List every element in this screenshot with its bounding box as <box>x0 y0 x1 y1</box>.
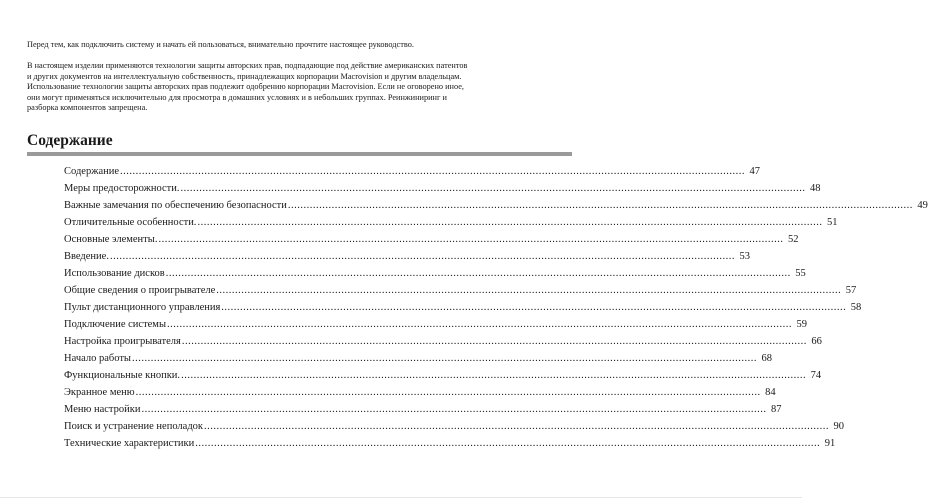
toc-leader-dots: ........................................................................................................................................................................................................ <box>181 370 807 381</box>
toc-entry-label: Настройка проигрывателя <box>64 336 181 347</box>
copyright-paragraph <box>27 61 587 114</box>
toc-entry-page: 53 <box>739 251 750 262</box>
toc-entry-onscreen-menu[interactable] <box>64 384 776 401</box>
toc-entry-specifications[interactable] <box>64 435 836 452</box>
page-bottom-divider <box>0 497 802 498</box>
paragraph-line: В настоящем изделии применяются технологии защиты авторских прав, подпадающие под действие американских патентов <box>27 61 468 70</box>
toc-leader-dots: ........................................................................................................................................................................................................ <box>165 268 791 279</box>
toc-entry-page: 51 <box>826 217 838 228</box>
toc-leader-dots: ........................................................................................................................................................................................................ <box>197 217 823 228</box>
toc-entry-features[interactable] <box>64 214 838 231</box>
toc-entry-safety-notes[interactable] <box>64 197 928 214</box>
toc-entry-main-elements[interactable] <box>64 231 799 248</box>
toc-entry-label: Функциональные кнопки. <box>64 370 181 381</box>
toc-entry-label: Экранное меню <box>64 387 135 398</box>
toc-entry-getting-started[interactable] <box>64 350 772 367</box>
toc-entry-page: 68 <box>761 353 772 364</box>
toc-leader-dots: ........................................................................................................................................................................................................ <box>181 336 807 347</box>
toc-entry-label: Меню настройки <box>64 404 141 415</box>
paragraph-line: и других документов на интеллектуальную собственность, принадлежащих корпорации Macrovision и другим владельцам. <box>27 71 462 81</box>
toc-leader-dots: ........................................................................................................................................................................................................ <box>287 200 913 211</box>
toc-entry-using-discs[interactable] <box>64 265 806 282</box>
toc-entry-label: Содержание <box>64 166 120 177</box>
toc-entry-page: 48 <box>810 183 821 194</box>
toc-entry-label: Использование дисков <box>64 268 165 279</box>
toc-entry-page: 58 <box>850 302 862 313</box>
paragraph-line: они могут применяться исключительно для просмотра в домашних условиях и в небольших группах. Реинжиниринг и <box>27 92 447 102</box>
toc-entry-page: 66 <box>811 336 822 347</box>
toc-leader-dots: ........................................................................................................................................................................................................ <box>195 438 821 449</box>
toc-entry-page: 84 <box>765 387 776 398</box>
paragraph-line: Использование технологии защиты авторских прав подлежит одобрению корпорации Macrovision. Если не оговорено иное, <box>27 82 465 91</box>
toc-entry-introduction[interactable] <box>64 248 750 265</box>
toc-entry-label: Технические характеристики <box>64 438 195 449</box>
toc-entry-page: 57 <box>845 285 857 296</box>
toc-leader-dots: ........................................................................................................................................................................................................ <box>120 166 746 177</box>
toc-leader-dots: ........................................................................................................................................................................................................ <box>109 251 735 262</box>
toc-leader-dots: ........................................................................................................................................................................................................ <box>158 234 784 245</box>
toc-entry-label: Введение. <box>64 251 109 262</box>
toc-entry-system-connection[interactable] <box>64 316 808 333</box>
toc-entry-label: Основные элементы. <box>64 234 158 245</box>
toc-entry-label: Подключение системы <box>64 319 167 330</box>
toc-heading: Содержание <box>27 132 113 149</box>
toc-entry-page: 90 <box>833 421 845 432</box>
toc-entry-label: Поиск и устранение неполадок <box>64 421 204 432</box>
toc-entry-settings-menu[interactable] <box>64 401 782 418</box>
toc-entry-page: 59 <box>796 319 808 330</box>
toc-entry-label: Начало работы <box>64 353 131 364</box>
toc-leader-dots: ........................................................................................................................................................................................................ <box>180 183 806 194</box>
toc-leader-dots: ........................................................................................................................................................................................................ <box>167 319 793 330</box>
toc-entry-function-buttons[interactable] <box>64 367 822 384</box>
toc-entry-player-overview[interactable] <box>64 282 857 299</box>
toc-entry-precautions[interactable] <box>64 180 821 197</box>
toc-leader-dots: ........................................................................................................................................................................................................ <box>216 285 842 296</box>
toc-entry-page: 47 <box>749 166 761 177</box>
toc-leader-dots: ........................................................................................................................................................................................................ <box>141 404 767 415</box>
toc-leader-dots: ........................................................................................................................................................................................................ <box>135 387 761 398</box>
toc-entry-page: 74 <box>810 370 822 381</box>
toc-leader-dots: ........................................................................................................................................................................................................ <box>204 421 830 432</box>
toc-entry-remote-control[interactable] <box>64 299 862 316</box>
toc-entry-label: Отличительные особенности. <box>64 217 197 228</box>
toc-entry-player-setup[interactable] <box>64 333 822 350</box>
toc-entry-label: Пульт дистанционного управления <box>64 302 221 313</box>
toc-entry-label: Меры предосторожности. <box>64 183 180 194</box>
toc-entry-page: 49 <box>917 200 928 211</box>
paragraph-line: разборка компонентов запрещена. <box>27 103 148 112</box>
toc-entry-contents[interactable] <box>64 163 761 180</box>
table-of-contents <box>64 163 928 452</box>
toc-entry-label: Общие сведения о проигрывателе <box>64 285 216 296</box>
toc-entry-troubleshooting[interactable] <box>64 418 845 435</box>
toc-leader-dots: ........................................................................................................................................................................................................ <box>131 353 757 364</box>
toc-entry-page: 87 <box>770 404 782 415</box>
toc-entry-page: 52 <box>787 234 799 245</box>
toc-entry-page: 55 <box>795 268 806 279</box>
toc-entry-page: 91 <box>824 438 836 449</box>
intro-text: Перед тем, как подключить систему и начать ей пользоваться, внимательно прочтите настоящее руководство. <box>27 40 414 49</box>
toc-divider <box>27 152 572 156</box>
toc-leader-dots: ........................................................................................................................................................................................................ <box>221 302 847 313</box>
toc-entry-label: Важные замечания по обеспечению безопасности <box>64 200 287 211</box>
